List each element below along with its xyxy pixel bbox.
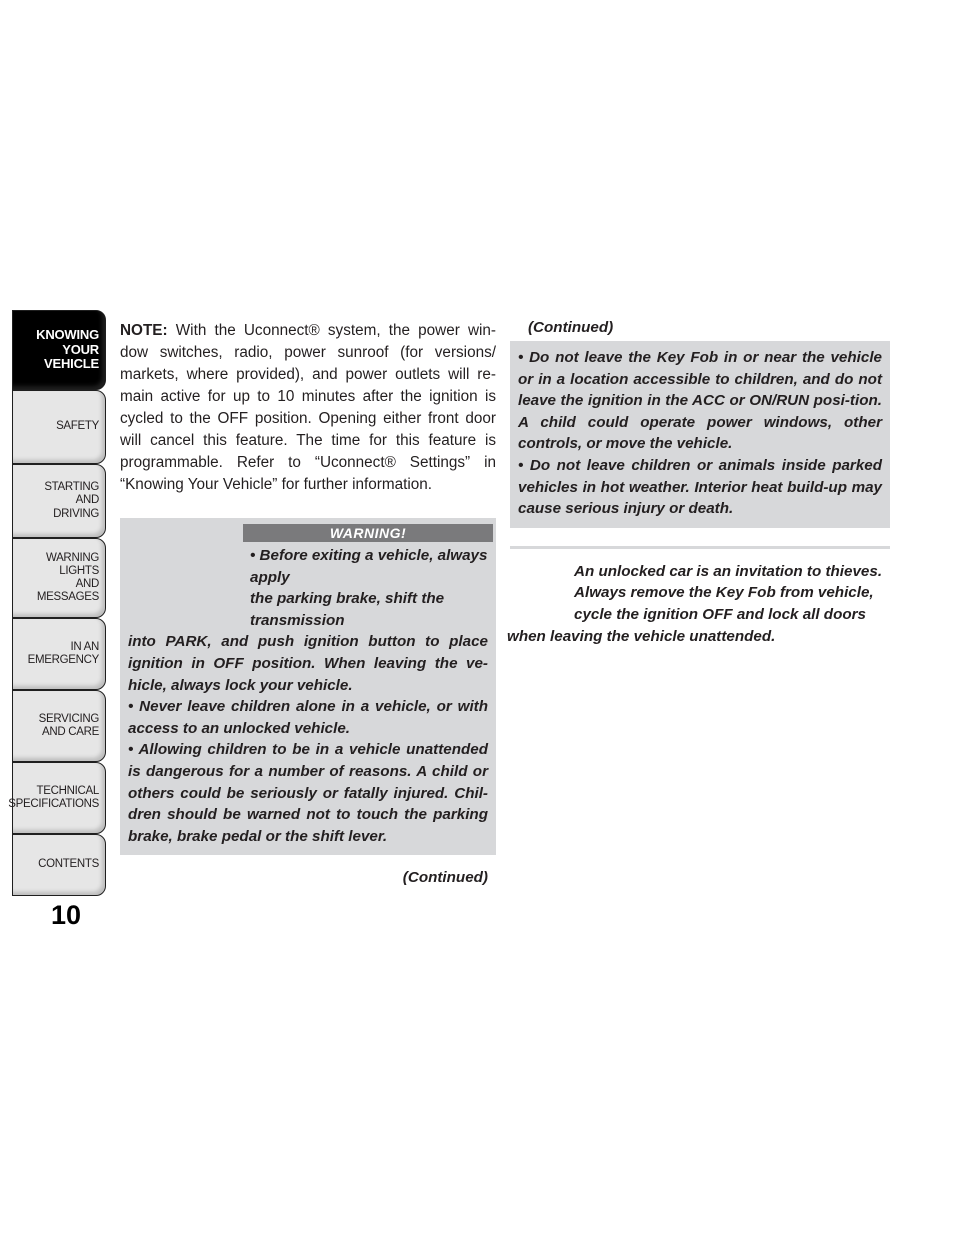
tab-technical-specifications[interactable]: TECHNICAL SPECIFICATIONS [12, 762, 106, 834]
tab-contents[interactable]: CONTENTS [12, 834, 106, 896]
note-label: NOTE: [120, 322, 168, 339]
theft-line-1: An unlocked car is an invitation to thieves. [574, 562, 883, 580]
tab-in-an-emergency[interactable]: IN AN EMERGENCY [12, 618, 106, 690]
continued-label: (Continued) [402, 869, 488, 887]
theft-paragraph [507, 561, 890, 647]
right-column [507, 318, 890, 647]
warning-bullet-3: • Allowing children to be in a vehicle unattended is dangerous for a number of reasons. A child or others could be seriously or fatally injured. Chil-dren should be warned not to touch the parking brake, brake pedal or the shift lever. [128, 741, 488, 845]
continued-header: (Continued) [528, 319, 614, 336]
warning-bullet-1-line-a: • Before exiting a vehicle, always apply [250, 547, 488, 586]
tab-knowing-your-vehicle[interactable]: KNOWING YOUR VEHICLE [12, 310, 106, 390]
theft-line-2: Always remove the Key Fob from vehicle, [574, 584, 874, 602]
warning-bullet-1-line-b: the parking brake, shift the transmission [250, 590, 445, 629]
divider [510, 546, 890, 549]
left-column [120, 318, 496, 889]
note-paragraph [120, 320, 496, 496]
tab-starting-and-driving[interactable]: STARTING AND DRIVING [12, 464, 106, 538]
page-number: 10 [50, 900, 82, 930]
note-text: With the Uconnect® system, the power win-dow switches, radio, power sunroof (for versions/ markets, where provided), and power outlets will re-main active for up to 10 minutes after the ignition is cycled to the OFF position. Opening either front door will cancel this feature. The time for this feature is programmable. Refer to “Uconnect® Settings” in “Knowing Your Vehicle” for further information. [120, 322, 496, 493]
tab-warning-lights[interactable]: WARNING LIGHTS AND MESSAGES [12, 538, 106, 618]
warning-title: WARNING! [243, 524, 493, 542]
warning-box-continued [510, 341, 890, 528]
warning-cont-bullet-1: • Do not leave the Key Fob in or near the vehicle or in a location accessible to children, and do not leave the ignition in the ACC or ON/RUN posi-tion. A child could operate power windows, other controls, or move the vehicle. [518, 349, 882, 453]
warning-cont-bullet-2: • Do not leave children or animals inside parked vehicles in hot weather. Interior heat build-up may cause serious injury or death. [518, 456, 882, 518]
warning-bullet-1-rest: into PARK, and push ignition button to place ignition in OFF position. When leaving the ve-hicle, always lock your vehicle. [128, 633, 488, 694]
theft-line-4: when leaving the vehicle unattended. [507, 627, 776, 645]
tab-servicing-and-care[interactable]: SERVICING AND CARE [12, 690, 106, 762]
tab-safety[interactable]: SAFETY [12, 390, 106, 464]
warning-box [120, 518, 496, 855]
theft-line-3: cycle the ignition OFF and lock all doors [574, 605, 866, 623]
warning-bullet-2: • Never leave children alone in a vehicle, or with access to an unlocked vehicle. [128, 698, 488, 737]
warning-bullet-1-head [128, 545, 488, 631]
